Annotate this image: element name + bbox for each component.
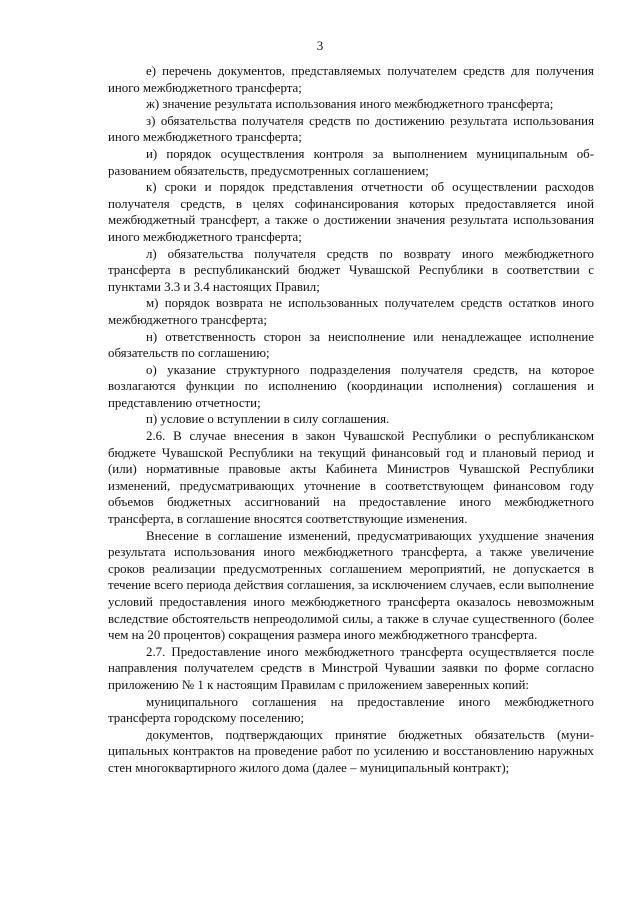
paragraph-item-m: м) порядок возврата не использованных получателем средств остатков иного межбюджетного трансферта;	[108, 296, 594, 327]
paragraph-municipal-agreement: муниципального соглашения на предоставление иного межбюджетного трансферта городскому поселению;	[108, 694, 594, 726]
paragraph-item-o: о) указание структурного подразделения получателя средств, на которое возлагаются функции по исполнению (координации исполнения) соглашения и представлению отчетности;	[108, 362, 594, 410]
document-body	[108, 63, 594, 777]
paragraph-item-n: н) ответственность сторон за неисполнение или ненадлежащее исполнение обязательств по соглашению;	[108, 329, 594, 361]
paragraph-item-z: з) обязательства получателя средств по достижению результата использования иного межбюджетного трансферта;	[108, 113, 594, 145]
paragraph-item-e: е) перечень документов, представляемых получателем средств для получения иного межбюджетного трансферта;	[108, 64, 594, 95]
paragraph-documents: документов, подтверждающих принятие бюджетных обязательств (муниципальных контрактов на проведение работ по усилению и восстановлению наружных стен многоквартирного жилого дома (далее – муниципальный контракт);	[108, 727, 594, 775]
paragraph-clause-2-7: 2.7. Предоставление иного межбюджетного трансферта осуществляется после направления получателем средств в Минстрой Чувашии заявки по форме согласно приложению № 1 к настоящим Правилам с приложением заверенных копий:	[108, 644, 594, 692]
paragraph-item-i: и) порядок осуществления контроля за выполнением муниципальным образованием обязательств, предусмотренных соглашением;	[108, 146, 594, 178]
paragraph-item-zh: ж) значение результата использования иного межбюджетного трансферта;	[146, 97, 554, 112]
paragraph-amendment-conditions: Внесение в соглашение изменений, предусматривающих ухудшение значения результата использования иного межбюджетного трансферта, а также увеличение сроков реализации предусмотренных соглашением мероприятий, не допускается в течение всего периода действия соглашения, за исключением случаев, если выполнение условий предоставления иного межбюджетного трансферта оказалось невозможным вследствие обстоятельств непреодолимой силы, а также в случае существенного (более чем на 20 процентов) сокращения размера иного межбюджетного трансферта.	[108, 528, 594, 643]
page-number: 3	[316, 38, 324, 53]
paragraph-item-l: л) обязательства получателя средств по возврату иного межбюджетного трансферта в республиканский бюджет Чувашской Республики в соответствии с пунктами 3.3 и 3.4 настоящих Правил;	[108, 246, 594, 294]
paragraph-item-p: п) условие о вступлении в силу соглашения.	[146, 412, 390, 427]
paragraph-clause-2-6: 2.6. В случае внесения в закон Чувашской Республики о республиканском бюджете Чувашской Республики на текущий финансовый год и плановый период и (или) нормативные правовые акты Кабинета Министров Чувашской Республики изменений, предусматривающих уточнение в соответствующем финансовом году объемов бюджетных ассигнований на предоставление иного межбюджетного трансферта, в соглашение вносятся соответствующие изменения.	[108, 429, 594, 527]
paragraph-item-k: к) сроки и порядок представления отчетности об осуществлении расходов получателя средств, в целях софинансирования которых предоставляется иной межбюджетный трансферт, а также о достижении значения результата использования иного межбюджетного трансферта;	[108, 180, 594, 244]
